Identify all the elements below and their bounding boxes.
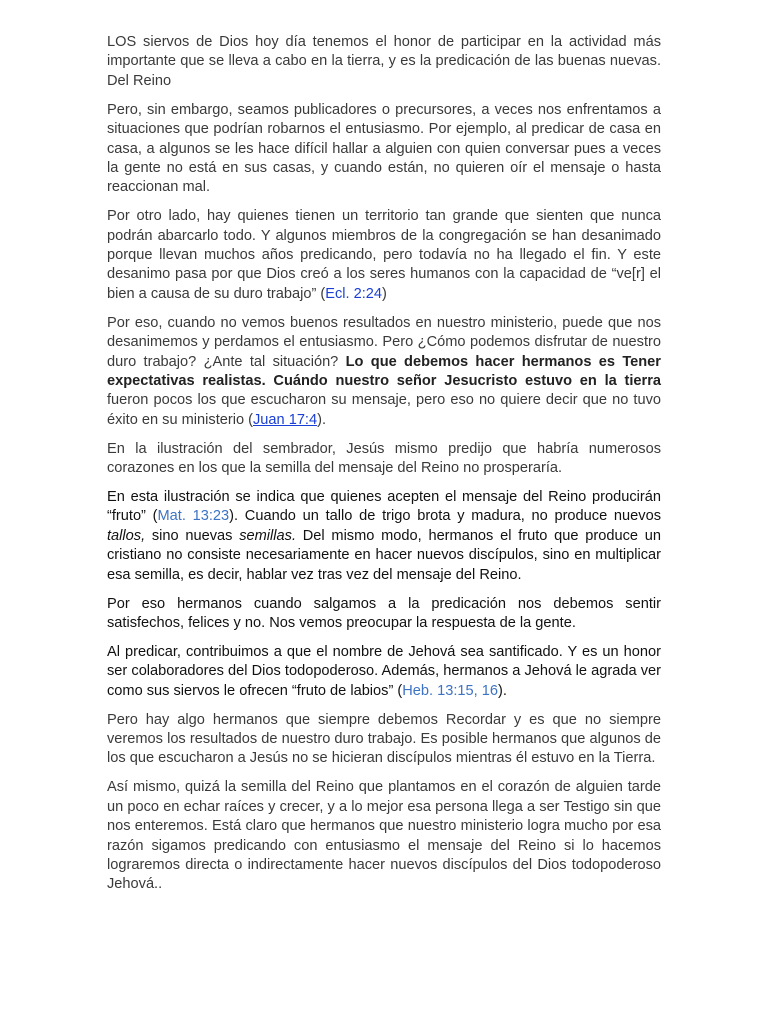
paragraph-fruit-text3: sino nuevas	[145, 527, 240, 544]
paragraph-remember: Pero hay algo hermanos que siempre debemos Recordar y es que no siempre veremos los resultados de nuestro duro trabajo. Es posible hermanos que algunos de los que escucharon a Jesús no se hicieran discípulos mientras él estuvo en la Tierra.	[107, 711, 661, 767]
scripture-link-heb[interactable]: Heb. 13:15, 16	[402, 682, 498, 699]
scripture-link-ecl[interactable]: Ecl. 2:24	[325, 285, 383, 302]
paragraph-expectations-text: Por eso, cuando no vemos buenos resultados en nuestro ministerio, puede que nos desanimemos y perdamos el entusiasmo. Pero ¿Cómo podemos disfrutar de nuestro duro trabajo? ¿Ante tal situación?	[107, 314, 661, 370]
scripture-link-juan[interactable]: Juan 17:4	[253, 411, 318, 428]
paragraph-fruit-text2: ). Cuando un tallo de trigo brota y madura, no produce nuevos	[229, 508, 661, 525]
paragraph-expectations-text2: fueron pocos los que escucharon su mensaje, pero eso no quiere decir que no tuvo éxito en su ministerio (	[107, 392, 661, 428]
paragraph-sower: En la ilustración del sembrador, Jesús mismo predijo que habría numerosos corazones en los que la semilla del mensaje del Reino no prosperaría.	[107, 440, 661, 477]
paragraph-territory-text: Por otro lado, hay quienes tienen un territorio tan grande que sienten que nunca podrán abarcarlo todo. Y algunos miembros de la congregación se han desanimado porque llevan muchos años predicando, pero todavía no ha llegado el fin. Y este desanimo pasa por que Dios creó a los seres humanos con la capacidad de “ve[r] el bien a causa de su duro trabajo” (	[107, 208, 661, 302]
paragraph-fruit-text4: Del mismo modo, hermanos el fruto que produce un cristiano no consiste necesariamente en hacer nuevos discípulos, sino en multiplicar esa semilla, es decir, hablar vez tras vez del mensaje del Reino.	[107, 527, 661, 583]
paragraph-sanctified-text: Al predicar, contribuimos a que el nombre de Jehová sea santificado. Y es un honor ser colaboradores del Dios todopoderoso. Además, hermanos a Jehová le agrada ver como sus siervos le ofrecen “fruto de labios” (	[107, 643, 661, 699]
paragraph-seed: Así mismo, quizá la semilla del Reino que plantamos en el corazón de alguien tarde un poco en echar raíces y crecer, y a lo mejor esa persona llega a ser Testigo sin que nos enteremos. Está claro que hermanos que nuestro ministerio logra mucho por esa razón sigamos predicando con entusiasmo el mensaje del Reino si lo hacemos lograremos directa o indirectamente hacer nuevos discípulos del Dios todopoderoso Jehová..	[107, 779, 661, 893]
paragraph-territory-end: )	[382, 285, 387, 302]
scripture-link-mat[interactable]: Mat. 13:23	[157, 508, 230, 525]
paragraph-expectations-end: ).	[317, 411, 327, 428]
paragraph-sanctified	[107, 643, 661, 701]
document-page	[107, 33, 661, 904]
paragraph-expectations	[107, 314, 661, 430]
paragraph-fruit	[107, 488, 661, 585]
paragraph-fruit-italic-semillas: semillas.	[239, 527, 296, 544]
paragraph-sanctified-end: ).	[498, 682, 507, 699]
paragraph-satisfied: Por eso hermanos cuando salgamos a la predicación nos debemos sentir satisfechos, felices y no. Nos vemos preocupar la respuesta de la gente.	[107, 595, 661, 631]
paragraph-challenges: Pero, sin embargo, seamos publicadores o precursores, a veces nos enfrentamos a situaciones que podrían robarnos el entusiasmo. Por ejemplo, al predicar de casa en casa, a algunos se les hace difícil hallar a alguien con quien conversar pues a veces la gente no está en sus casas, y cuando están, no quieren oír el mensaje o hasta reaccionan mal.	[107, 101, 661, 196]
paragraph-intro: LOS siervos de Dios hoy día tenemos el honor de participar en la actividad más importante que se lleva a cabo en la tierra, y es la predicación de las buenas nuevas. Del Reino	[107, 34, 661, 89]
paragraph-fruit-italic-tallos: tallos,	[107, 527, 146, 544]
paragraph-territory	[107, 207, 661, 304]
paragraph-fruit-text: En esta ilustración se indica que quienes acepten el mensaje del Reino producirán “fruto” (	[107, 489, 661, 525]
paragraph-expectations-bold: Lo que debemos hacer hermanos es Tener expectativas realistas. Cuándo nuestro señor Jesucristo estuvo en la tierra	[107, 353, 661, 389]
